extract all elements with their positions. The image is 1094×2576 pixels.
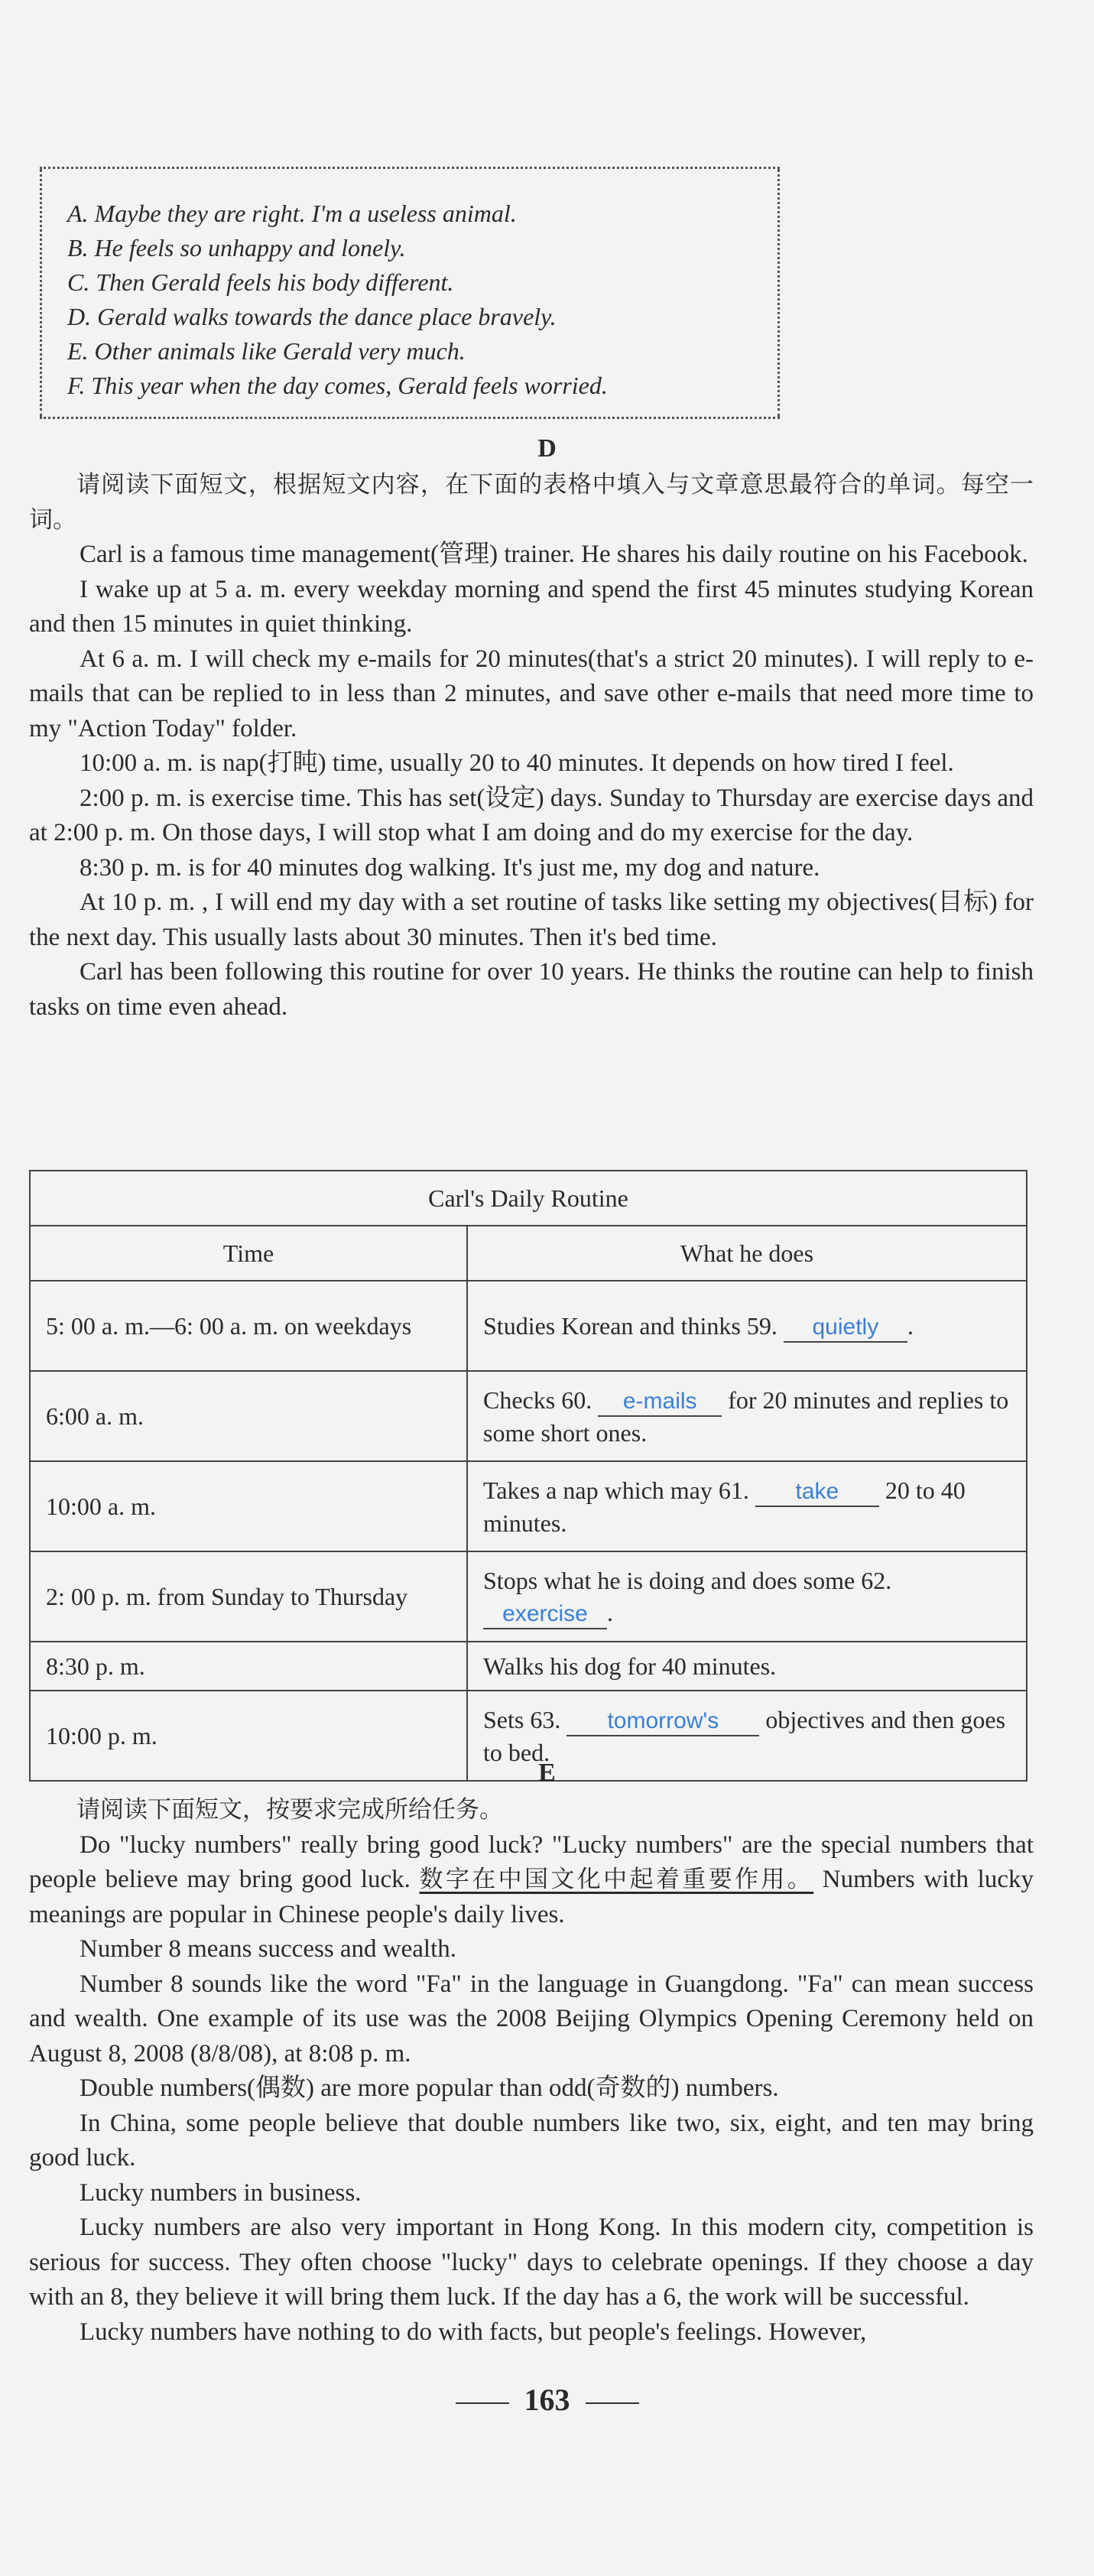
time-cell: 10:00 a. m. [30,1461,467,1551]
time-cell: 2: 00 p. m. from Sunday to Thursday [30,1551,467,1642]
table-row [30,1461,1027,1551]
activity-text-end: for 20 minutes and replies to some short ones. [483,1385,1009,1447]
activity-text-end: 20 to 40 minutes. [483,1476,966,1537]
passage-paragraph: Lucky numbers have nothing to do with facts, but people's feelings. However, [80,2318,867,2346]
activity-text: Takes a nap which may 61. [483,1476,749,1504]
table-row [30,1551,1027,1642]
activity-text: Studies Korean and thinks 59. [483,1311,777,1340]
table-row [30,1642,1027,1691]
page-number [0,2382,1094,2418]
table-header-row [30,1226,1027,1281]
section-e-heading: E [538,1759,556,1787]
passage-paragraph: 2:00 p. m. is exercise time. This has set(设定) days. Sunday to Thursday are exercise days and at 2:00 p. m. On those days, I will stop what I am doing and do my exercise for the day. [29,784,1034,846]
left-dash [456,2402,509,2404]
column-header-what: What he does [467,1226,1027,1281]
section-d-instruction: 请阅读下面短文，根据短文内容，在下面的表格中填入与文章意思最符合的单词。每空一词。 [29,471,1034,534]
passage-paragraph: Lucky numbers in business. [80,2178,362,2207]
activity-text-end: objectives and then goes to bed. [483,1705,1006,1766]
passage-paragraph: Double numbers(偶数) are more popular than odd(奇数的) numbers. [80,2074,779,2102]
passage-paragraph: I wake up at 5 a. m. every weekday morning and spend the first 45 minutes studying Korean and then 15 minutes in quiet thinking. [29,575,1034,638]
paragraph-end: Numbers with lucky meanings are popular in Chinese people's daily lives. [29,1866,1034,1928]
activity-text-end: . [907,1311,914,1340]
activity-text: Checks 60. [483,1385,592,1414]
options-list [67,197,757,403]
answer-blank-61[interactable]: take [755,1478,879,1507]
table-row [30,1281,1027,1371]
passage-paragraph: Carl is a famous time management(管理) trainer. He shares his daily routine on his Facebook. [80,541,1028,568]
option-e: E. Other animals like Gerald very much. [67,337,466,365]
passage-paragraph: Number 8 means success and wealth. [80,1935,457,1963]
time-cell: 5: 00 a. m.—6: 00 a. m. on weekdays [30,1281,467,1371]
passage-paragraph [29,1828,1034,1933]
activity-text: Sets 63. [483,1705,561,1733]
section-d-passage [29,468,1034,1025]
activity-cell [467,1551,1027,1642]
activity-cell [467,1461,1027,1551]
passage-paragraph: At 10 p. m. , I will end my day with a set routine of tasks like setting my objectives(目标) for the next day. This usually lasts about 30 minutes. Then it's bed time. [29,888,1034,951]
passage-paragraph: In China, some people believe that double numbers like two, six, eight, and ten may bring good luck. [29,2109,1034,2172]
table-title-row [30,1171,1027,1226]
passage-paragraph: Lucky numbers are also very important in Hong Kong. In this modern city, competition is serious for success. They often choose "lucky" days to celebrate openings. If they choose a day with an 8, they believe it will bring them luck. If the day has a 6, the work will be successful. [29,2214,1034,2311]
time-cell: 6:00 a. m. [30,1371,467,1461]
passage-paragraph: 8:30 p. m. is for 40 minutes dog walking. It's just me, my dog and nature. [80,853,820,882]
activity-text: Stops what he is doing and does some 62. [483,1566,892,1594]
underlined-sentence: 数字在中国文化中起着重要作用。 [419,1866,814,1893]
option-d: D. Gerald walks towards the dance place bravely. [67,303,557,330]
page-number-value: 163 [524,2383,570,2417]
table-row [30,1371,1027,1461]
passage-paragraph: 10:00 a. m. is nap(打盹) time, usually 20 to 40 minutes. It depends on how tired I feel. [80,749,954,777]
option-a: A. Maybe they are right. I'm a useless animal. [67,200,517,227]
table-title: Carl's Daily Routine [30,1171,1027,1226]
section-d-heading: D [537,434,557,463]
activity-text-end: . [607,1598,613,1626]
time-cell: 8:30 p. m. [30,1642,467,1691]
option-b: B. He feels so unhappy and lonely. [67,234,406,261]
column-header-time: Time [30,1226,467,1281]
time-cell: 10:00 p. m. [30,1691,467,1781]
answer-blank-62[interactable]: exercise [483,1600,607,1629]
option-f: F. This year when the day comes, Gerald feels worried. [67,372,608,399]
passage-paragraph: Carl has been following this routine for over 10 years. He thinks the routine can help to finish tasks on time even ahead. [29,958,1034,1021]
section-e-instruction: 请阅读下面短文，按要求完成所给任务。 [76,1796,503,1824]
option-c: C. Then Gerald feels his body different. [67,268,454,296]
activity-cell [467,1371,1027,1461]
activity-cell [467,1281,1027,1371]
passage-paragraph: At 6 a. m. I will check my e-mails for 20 minutes(that's a strict 20 minutes). I will reply to e-mails that can be replied to in less than 2 minutes, and save other e-mails that need more time to my "Action Today" folder. [29,645,1034,742]
answer-blank-63[interactable]: tomorrow's [566,1707,759,1736]
answer-blank-59[interactable]: quietly [784,1314,907,1343]
paragraph-start: Do "lucky numbers" really bring good luck? "Lucky numbers" are the special numbers that people believe may bring good luck. [29,1830,1034,1893]
activity-cell: Walks his dog for 40 minutes. [467,1642,1027,1691]
options-box [40,167,780,419]
routine-table [29,1170,1027,1782]
section-e-passage [29,1793,1034,2350]
answer-blank-60[interactable]: e-mails [598,1388,722,1417]
right-dash [586,2402,639,2404]
passage-paragraph: Number 8 sounds like the word "Fa" in the language in Guangdong. "Fa" can mean success and wealth. One example of its use was the 2008 Beijing Olympics Opening Ceremony held on August 8, 2008 (8/8/08), at 8:08 p. m. [29,1970,1034,2068]
